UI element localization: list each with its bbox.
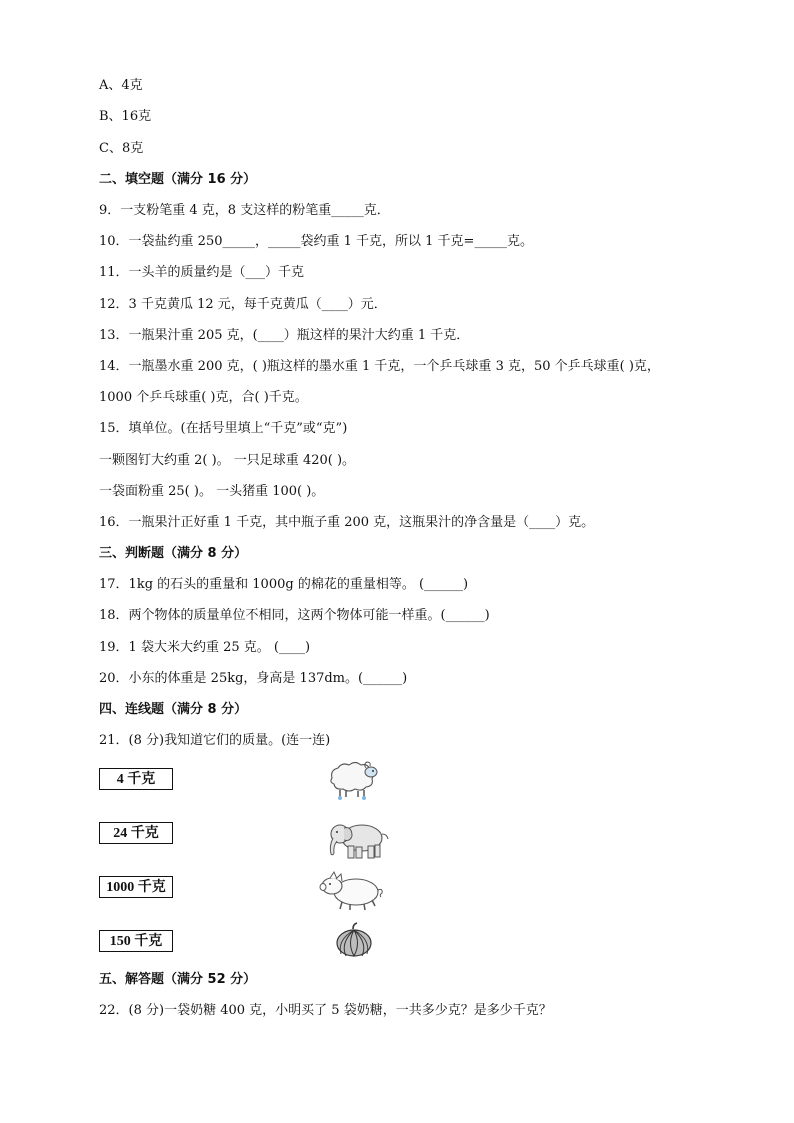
question-16: 16．一瓶果汁正好重 1 千克，其中瓶子重 200 克，这瓶果汁的净含量是（____）克。 — [99, 515, 595, 530]
question-15: 15．填单位。(在括号里填上“千克”或“克”) — [99, 421, 348, 436]
question-9: 9．一支粉笔重 4 克，8 支这样的粉笔重_____克． — [99, 203, 390, 218]
match-box-150kg[interactable]: 150 千克 — [99, 930, 173, 952]
option-a: A、4克 — [99, 78, 143, 93]
question-10: 10．一袋盐约重 250_____，_____袋约重 1 千克，所以 1 千克=_____克。 — [99, 234, 533, 249]
question-17: 17．1kg 的石头的重量和 1000g 的棉花的重量相等。 (______) — [99, 577, 469, 592]
elephant-icon[interactable] — [326, 818, 390, 862]
match-box-4kg[interactable]: 4 千克 — [99, 768, 173, 790]
question-11: 11．一头羊的质量约是（___）千克 — [99, 265, 305, 280]
pig-icon[interactable] — [318, 870, 384, 912]
question-21: 21．(8 分)我知道它们的质量。(连一连) — [99, 733, 331, 748]
match-box-24kg[interactable]: 24 千克 — [99, 822, 173, 844]
section-heading-fill-in: 二、填空题（满分 16 分） — [99, 172, 257, 187]
section-heading-matching: 四、连线题（满分 8 分） — [99, 702, 248, 717]
question-20: 20．小东的体重是 25kg，身高是 137dm。(______) — [99, 671, 408, 686]
section-heading-answers: 五、解答题（满分 52 分） — [99, 972, 257, 987]
question-14-line-1: 14．一瓶墨水重 200 克，( )瓶这样的墨水重 1 千克，一个乒乓球重 3 克，50 个乒乓球重( )克， — [99, 359, 660, 374]
question-14-line-2: 1000 个乒乓球重( )克，合( )千克。 — [99, 390, 308, 405]
option-c: C、8克 — [99, 141, 144, 156]
sheep-icon[interactable] — [326, 760, 382, 800]
question-15-line-a: 一颗图钉大约重 2( )。 一只足球重 420( )。 — [99, 453, 356, 468]
section-heading-judgement: 三、判断题（满分 8 分） — [99, 546, 248, 561]
question-15-line-b: 一袋面粉重 25( )。 一头猪重 100( )。 — [99, 484, 325, 499]
option-b: B、16克 — [99, 109, 152, 124]
pumpkin-icon[interactable] — [334, 922, 374, 958]
question-19: 19．1 袋大米大约重 25 克。 (____) — [99, 640, 311, 655]
question-12: 12．3 千克黄瓜 12 元，每千克黄瓜（____）元． — [99, 297, 387, 312]
match-box-1000kg[interactable]: 1000 千克 — [99, 876, 173, 898]
question-13: 13．一瓶果汁重 205 克，(____）瓶这样的果汁大约重 1 千克． — [99, 328, 470, 343]
question-22: 22．(8 分)一袋奶糖 400 克，小明买了 5 袋奶糖，一共多少克？是多少千克？ — [99, 1003, 552, 1018]
question-18: 18．两个物体的质量单位不相同，这两个物体可能一样重。(______) — [99, 608, 490, 623]
